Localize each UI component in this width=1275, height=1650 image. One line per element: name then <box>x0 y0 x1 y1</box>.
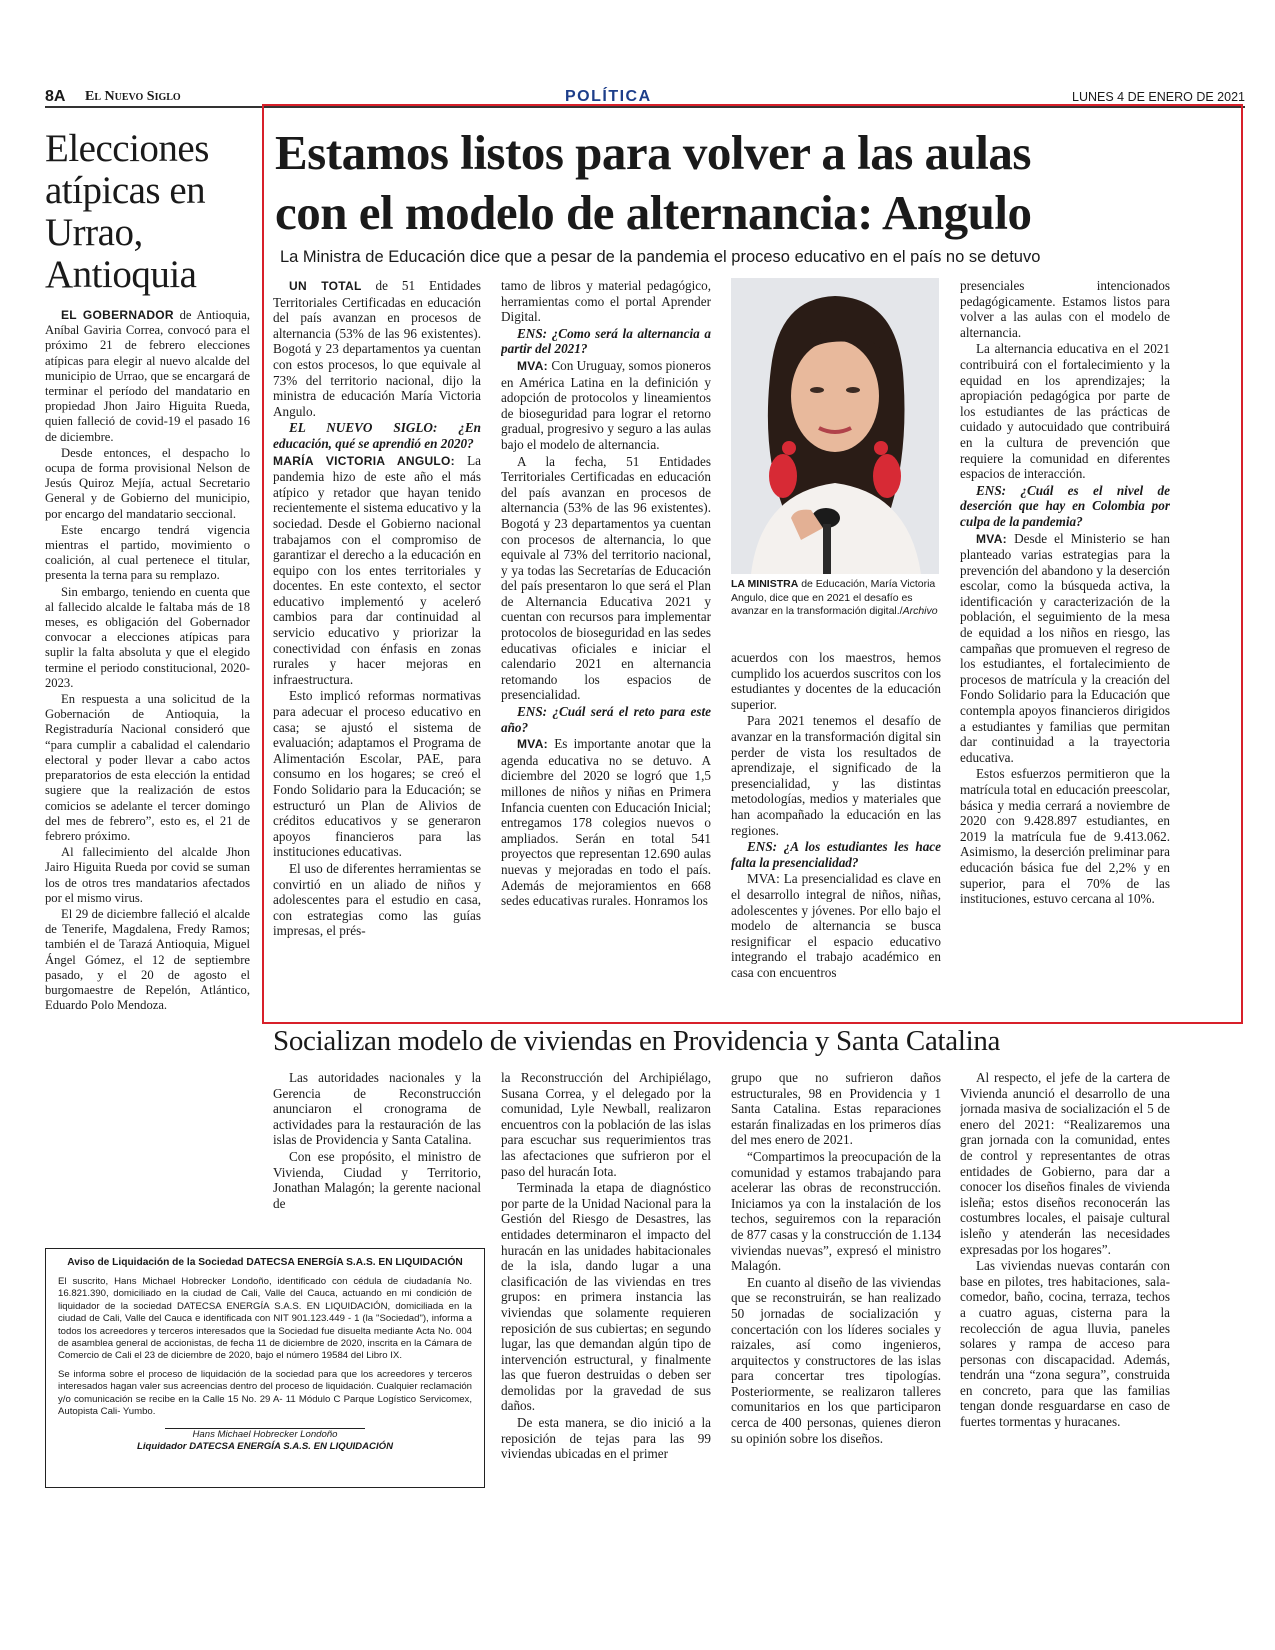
main-col-4 <box>960 278 1170 1006</box>
answer-1-speaker: MARÍA VICTORIA ANGULO: <box>273 453 455 468</box>
left-article-p6: Al fallecimiento del alcalde Jhon Jairo Higuita Rueda por covid se suman los de otros tres mandatarios afectados por el mismo virus. <box>45 845 250 905</box>
question-3: ENS: ¿Cuál será el reto para este año? <box>501 704 711 735</box>
left-article-p4: Sin embargo, teniendo en cuenta que al fallecido alcalde le faltaba más de 18 meses, es obligación del Gobernador convocar a elecciones atípicas para suplir la falta absoluta y que el elegido termine el periodo constitucional, 2020-2023. <box>45 584 250 690</box>
left-article-title: Elecciones atípicas en Urrao, Antioquia <box>45 128 209 296</box>
bottom-c2-p0: la Reconstrucción del Archipiélago, Susana Correa, y el delegado por la comunidad, Lyle Newball, realizaron encuentros con la población de las islas para escuchar sus requerimientos tras las afectaciones que sufrieron por el paso del huracán Iota. <box>501 1070 711 1179</box>
newspaper-name: El Nuevo Siglo <box>85 89 181 104</box>
notice-signer: Hans Michael Hobrecker Londoño <box>192 1429 338 1441</box>
question-2: ENS: ¿Como será la alternancia a partir del 2021? <box>501 325 711 357</box>
bottom-c4-p1: Al respecto, el jefe de la cartera de Vivienda anunció el desarrollo de una jornada masiva de socialización el 5 de enero del 2021: “Realizaremos una gran jornada con la comunidad, entes de control y representantes de otras entidades de Gobierno, para dar a conocer los diseños finales de vivienda isleña; estos diseños reconocerán las costumbres locales, el paisaje cultural isleño y atenderán las necesidades expresadas por los hogares”. <box>960 1070 1170 1257</box>
left-article-lead: EL GOBERNADOR <box>61 308 174 322</box>
answer-1: La pandemia hizo de este año el más atípico y retador que hayan tenido recientemente el sistema educativo y la sociedad. Desde el Gobierno nacional trabajamos con el compromiso de garantizar el derecho a la educación en equipo con los entes territoriales y docentes. En este contexto, el sector educativo implementó y aceleró cambios para dar continuidad al servicio educativo y priorizar la conectividad con énfasis en zonas rurales y hacer mejoras en infraestructura. <box>273 452 481 687</box>
main-col-1 <box>273 278 481 1006</box>
main-article-title-line1: Estamos listos para volver a las aulas <box>275 125 1031 180</box>
main-c4-p2: Estos esfuerzos permitieron que la matrícula total en educación preescolar, básica y media cerrará a noviembre de 2020 con 9.428.897 estudiantes, en 2019 la matrícula fue de 9.413.062. Asimismo, la deserción preliminar para educación básica fue del 2,2% y en superior, para el 70% de las instituciones, estuvo cercana al 10%. <box>960 766 1170 907</box>
main-article-lead: UN TOTAL <box>289 279 362 293</box>
main-c3-p0: acuerdos con los maestros, hemos cumplido los acuerdos suscritos con los estudiantes y docentes de la educación superior. <box>731 650 941 712</box>
answer-5: Desde el Ministerio se han planteado varias estrategias para la prevención del abandono y la deserción escolar, como la búsqueda activa, la identificación y caracterización de la población, el seguimiento de la mesa de equidad a los niños en riesgo, las campañas que promueven el regreso de los estudiantes, el fortalecimiento de procesos de matrícula y la creación del Fondo Solidario para la Educación que contempla apoyos financieros dirigidos a estudiantes y familias que permitan dar continuidad a la trayectoria educativa. <box>960 530 1170 765</box>
page-number: 8A <box>45 88 66 105</box>
main-c1-p2: Esto implicó reformas normativas para adecuar el proceso educativo en casa; se ajustó el sistema de evaluación; adaptamos el Programa de Alimentación Escolar, PAE, para consumo en los hogares; se creó el Fondo Solidario para la Educación; se estructuró un Plan de Alivios de créditos educativos y se generaron apoyos financieros para las instituciones educativas. <box>273 688 481 860</box>
main-col-3 <box>731 650 941 1006</box>
main-article-subtitle: La Ministra de Educación dice que a pesar de la pandemia el proceso educativo en el país no se detuvo <box>280 248 1041 266</box>
bottom-c2-p1: Terminada la etapa de diagnóstico por parte de la Unidad Nacional para la Gestión del Riesgo de Desastres, las entidades determinaron el impacto del huracán en las unidades habitacionales de la isla, dando lugar a una clasificación de las viviendas en tres grupos: en primera instancia las viviendas que solamente requieren reposición de sus cubiertas; en segundo lugar, las que demandan algún tipo de intervención estructural, y finalmente las que fueron destruidas o deben ser demolidas por la gravedad de sus daños. <box>501 1180 711 1414</box>
main-article-title-line2: con el modelo de alternancia: Angulo <box>275 185 1032 240</box>
answer-2-speaker: MVA: <box>517 358 548 373</box>
left-article-p1: de Antioquia, Aníbal Gaviria Correa, convocó para el próximo 21 de febrero elecciones atípicas para elegir al nuevo alcalde del municipio de Urrao, que se encargará de terminar el período del mandatario en propiedad Jhon Jairo Higuita Rueda, quien falleció de covid-19 el pasado 16 de diciembre. <box>45 308 250 444</box>
bottom-c4-p2: Las viviendas nuevas contarán con base en pilotes, tres habitaciones, sala-comedor, baño, cocina, terraza, techos a cuatro aguas, cisterna para la recolección de agua lluvia, paneles solares y rampa de acceso para personas con discapacidad. Además, tendrán una “zona segura”, construida en concreto, para que las familias tengan donde resguardarse en caso de fuertes tormentas y huracanes. <box>960 1258 1170 1430</box>
photo-caption-lead: LA MINISTRA <box>731 578 799 590</box>
answer-3-speaker: MVA: <box>517 737 548 752</box>
bottom-col-3 <box>731 1070 941 1490</box>
question-4: ENS: ¿A los estudiantes les hace falta la presencialidad? <box>731 839 941 870</box>
question-5: ENS: ¿Cuál es el nivel de deserción que hay en Colombia por culpa de la pandemia? <box>960 482 1170 529</box>
bottom-c2-p2: De esta manera, se dio inició a la reposición de tejas para las 99 viviendas ubicadas en el primer <box>501 1415 711 1462</box>
main-c4-p0: presenciales intencionados pedagógicamente. Estamos listos para volver a las aulas con el modelo de alternancia. <box>960 278 1170 340</box>
bottom-c1-p2: Con ese propósito, el ministro de Vivienda, Ciudad y Territorio, Jonathan Malagón; la gerente nacional de <box>273 1148 481 1210</box>
bottom-c3-p0: grupo que no sufrieron daños estructurales, 98 en Providencia y 1 Santa Catalina. Estas reparaciones estarán finalizadas en los primeros días del mes enero de 2021. <box>731 1070 941 1148</box>
left-article-p3: Este encargo tendrá vigencia mientras el partido, movimiento o coalición, al cual pertenece el titular, presenta la terna para su remplazo. <box>45 522 250 583</box>
left-article <box>45 128 250 1213</box>
bottom-col-2 <box>501 1070 711 1490</box>
answer-2: Con Uruguay, somos pioneros en América Latina en la definición y adopción de protocolos y lineamientos de bioseguridad para lograr el retorno gradual, progresivo y seguro a las aulas bajo el modelo de alternancia. <box>501 357 711 452</box>
notice-title: Aviso de Liquidación de la Sociedad DATECSA ENERGÍA S.A.S. EN LIQUIDACIÓN <box>67 1257 463 1268</box>
bottom-c3-p2: En cuanto al diseño de las viviendas que se reconstruirán, se han realizado 50 jornadas de socialización y concertación con los líderes sociales y raizales, así como ingenieros, arquitectos y constructores de las islas para concertar tres tipologías. Posteriormente, se realizaron talleres comunitarios en los que participaron cerca de 400 personas, quienes dieron su opinión sobre los diseños. <box>731 1274 941 1446</box>
question-1: EL NUEVO SIGLO: ¿En educación, qué se aprendió en 2020? <box>273 420 481 451</box>
bottom-col-4 <box>960 1070 1170 1490</box>
main-col-2 <box>501 278 711 1006</box>
main-c2-p2: A la fecha, 51 Entidades Territoriales Certificadas en educación del país avanzan en procesos de alternancia (53% de las 96 existentes). Bogotá y 23 departamentos ya cuentan con procesos de alternancia, lo que equivale al 73% del territorio nacional, y ya todas las Secretarías de Educación del país presentaron lo que será el Plan de Alternancia Educativa 2021 y cuentan con recursos para implementar protocolos de bioseguridad en las sedes educativas oficiales e iniciar el calendario 2021 en alternancia retomando los espacios de presencialidad. <box>501 453 711 703</box>
main-c1-p3: El uso de diferentes herramientas se convirtió en un aliado de niños y adolescentes para el estudio en casa, con estrategias como las guías impresas, el prés- <box>273 860 481 939</box>
left-article-p7: El 29 de diciembre falleció el alcalde de Tenerife, Magdalena, Fredy Ramos; también el de Tarazá Antioquia, Miguel Ángel Gómez, el 12 de septiembre pasado, y el 20 de agosto el burgomaestre de Repelón, Atlántico, Eduardo Polo Mendoza. <box>45 906 250 1013</box>
bottom-col-1 <box>273 1070 481 1210</box>
answer-4: La presencialidad es clave en el desarrollo integral de niños, niñas, adolescentes y jóvenes. Por ello bajo el modelo de alternancia se busca resignificar el espacio educativo integrando el trabajo académico en casa con encuentros <box>731 871 941 980</box>
section-label: POLÍTICA <box>565 88 652 105</box>
main-c3-p1: Para 2021 tenemos el desafío de avanzar en la transformación digital sin perder de vista los resultados de aprendizaje, el significado de la presencialidad, y las distintas metodologías, medios y materiales que han acompañado la educación en las regiones. <box>731 713 941 838</box>
notice-role: Liquidador DATECSA ENERGÍA S.A.S. EN LIQUIDACIÓN <box>136 1441 394 1453</box>
photo-caption-text: de Educación, María Victoria Angulo, dice que en 2021 el desafío es avanzar en la transformación digital./ <box>731 578 936 617</box>
answer-3: Es importante anotar que la agenda educativa no se detuvo. A diciembre del 2020 se logró que 1,5 millones de niños y niñas en Primera Infancia cuenten con Educación Inicial; entregamos 178 colegios nuevos o ampliados. Serán en total 541 proyectos que representan 12.690 aulas nuevas y mejoradas en todo el país. Además de mejoramientos en 668 sedes educativas rurales. Honramos los <box>501 736 711 909</box>
issue-date: LUNES 4 DE ENERO DE 2021 <box>1072 90 1245 104</box>
bottom-article-title: Socializan modelo de viviendas en Providencia y Santa Catalina <box>273 1025 1001 1057</box>
main-c2-p0: tamo de libros y material pedagógico, herramientas como el portal Aprender Digital. <box>501 278 711 325</box>
bottom-c3-p1: “Compartimos la preocupación de la comunidad y estamos trabajando para acelerar las obras de reconstrucción. Iniciamos ya con la instalación de los techos, seguiremos con la reparación de 877 casas y la construcción de 1.134 viviendas nuevas”, expresó el ministro Malagón. <box>731 1148 941 1274</box>
left-article-p2: Desde entonces, el despacho lo ocupa de forma provisional Nelson de Jesús Quiroz Mejía, actual Secretario General y de Gobierno del municipio, por encargo del mandatario seccional. <box>45 445 250 521</box>
main-c1-p1: de 51 Entidades Territoriales Certificadas en educación del país avanzan en procesos de alternancia (53% de las 96 existentes). Bogotá y 23 departamentos ya cuentan con estos procesos, lo que equivale al 73% del territorio nacional, dijo la ministra de educación María Victoria Angulo. <box>273 278 481 419</box>
left-article-p5: En respuesta a una solicitud de la Gobernación de Antioquia, la Registraduría Nacional consideró que “para cumplir a cabalidad el calendario electoral y poder llevar a cabo actos preparatorios de esta elección la entidad sugiere que la realización de estos comicios se adelante el tercer domingo del mes de febrero”, esto es, el 21 de febrero próximo. <box>45 692 250 843</box>
photo-caption <box>731 578 941 619</box>
answer-5-speaker: MVA: <box>976 531 1007 546</box>
answer-4-speaker: MVA: <box>747 871 780 887</box>
main-c4-p1: La alternancia educativa en el 2021 contribuirá con el fortalecimiento y la equidad en los aprendizajes; la apropiación pedagógica por parte de los estudiantes de las prácticas de cuidado y autocuidado que contribuirá en la cultura de prevención que requiere la comunidad en diferentes espacios de interacción. <box>960 341 1170 482</box>
notice-p1: El suscrito, Hans Michael Hobrecker Londoño, identificado con cédula de ciudadanía No. 16.821.390, domiciliado en la ciudad de Cali, Valle del Cauca, actuando en mi condición de liquidador de la sociedad DATECSA ENERGÍA S.A.S. EN LIQUIDACIÓN, domiciliada en la ciudad de Cali, Valle del Cauca e identificada con NIT 901.123.449 - 1 (la "Sociedad"), informa a todos los acreedores y terceros interesados que la Sociedad fue disuelta mediante Acta No. 004 de asamblea general de accionistas, de fecha 11 de diciembre de 2020, inscrita en la Cámara de Comercio de Cali el 23 de diciembre de 2020, bajo el número 19584 del Libro IX. <box>58 1276 472 1362</box>
legal-notice <box>45 1248 485 1488</box>
bottom-c1-p1: Las autoridades nacionales y la Gerencia de Reconstrucción anunciaron el cronograma de actividades para la restauración de las islas de Providencia y Santa Catalina. <box>273 1070 481 1148</box>
notice-p2: Se informa sobre el proceso de liquidación de la sociedad para que los acreedores y terceros interesados hagan valer sus acreencias dentro del proceso de liquidación. Cualquier reclamación y/o comunicación se recibe en la Calle 15 No. 29 A- 11 Módulo C Parque Logístico Servicomex, Autopista Cali- Yumbo. <box>58 1368 472 1418</box>
minister-photo <box>731 278 939 574</box>
photo-credit: Archivo <box>902 605 938 617</box>
minister-portrait-illustration <box>731 278 939 574</box>
